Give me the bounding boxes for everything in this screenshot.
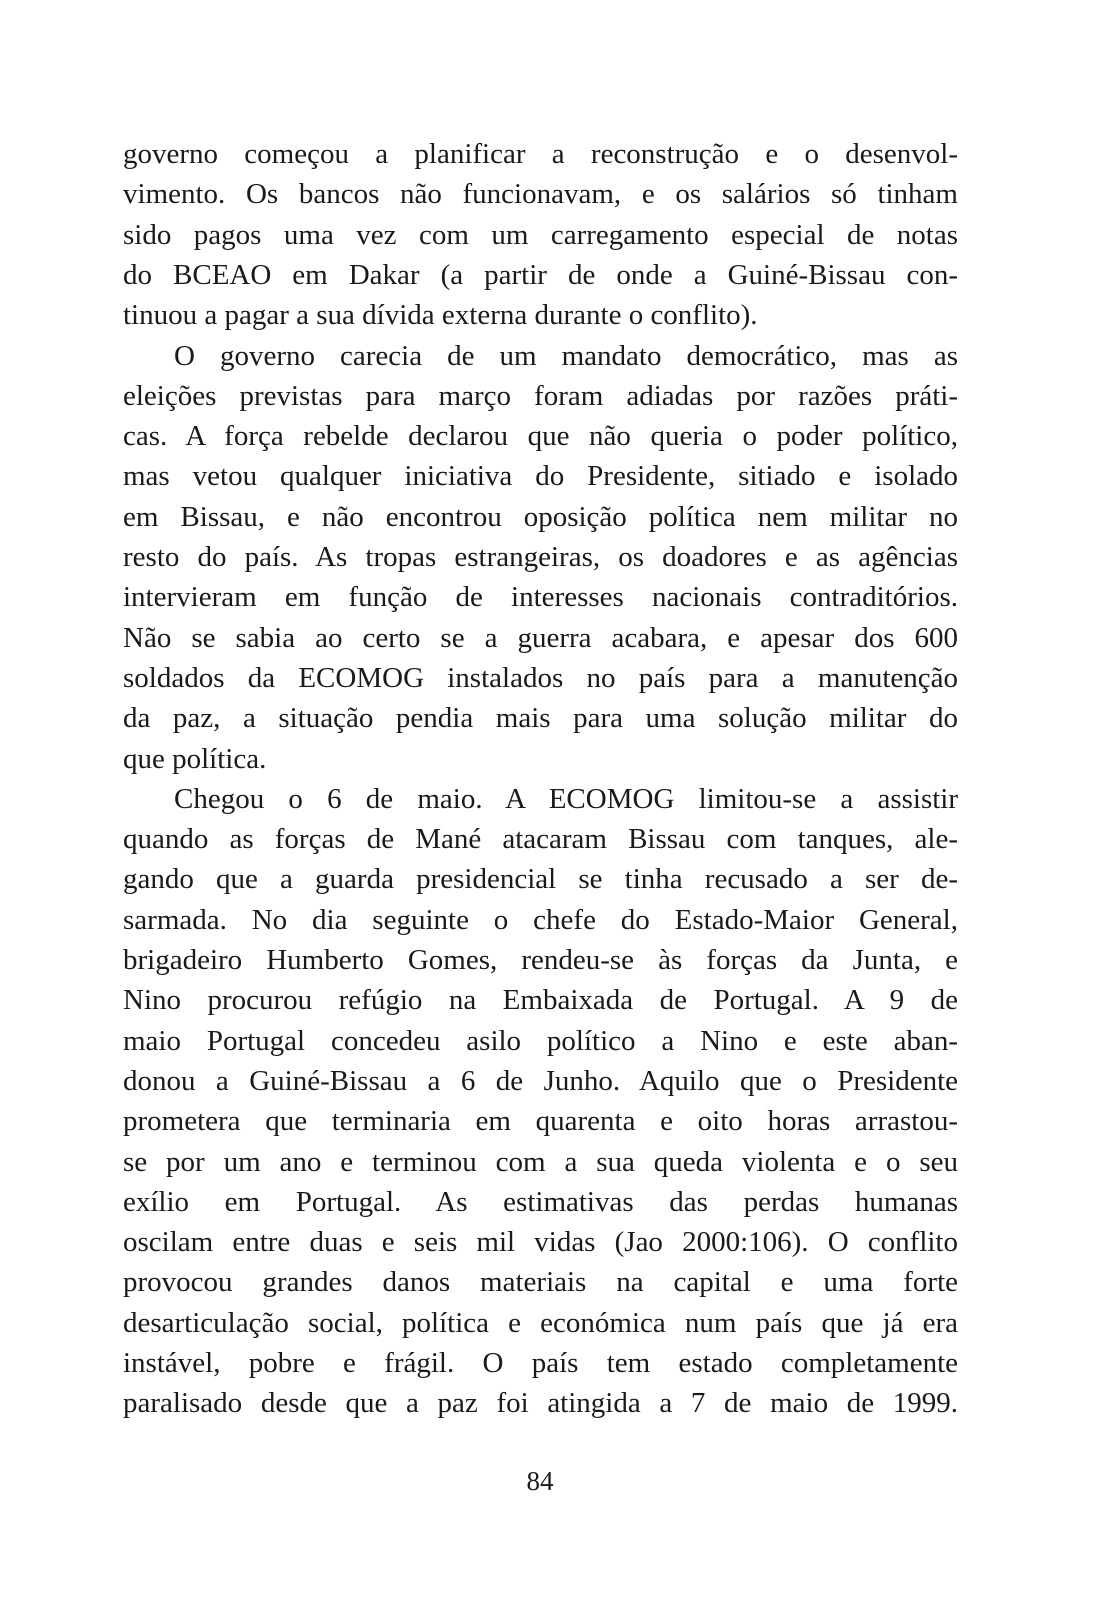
text-line: sarmada. No dia seguinte o chefe do Estado-Maior General,	[123, 903, 958, 936]
text-line: soldados da ECOMOG instalados no país para a manutenção	[123, 661, 958, 694]
text-line: O governo carecia de um mandato democrático, mas as	[174, 339, 958, 372]
text-line: maio Portugal concedeu asilo político a Nino e este aban-	[123, 1024, 958, 1057]
text-line: paralisado desde que a paz foi atingida a 7 de maio de 1999.	[123, 1387, 958, 1420]
text-line: mas vetou qualquer iniciativa do Presidente, sitiado e isolado	[123, 460, 958, 493]
text-line: Não se sabia ao certo se a guerra acabara, e apesar dos 600	[123, 621, 958, 654]
text-line: vimento. Os bancos não funcionavam, e os salários só tinham	[123, 178, 958, 211]
text-line: gando que a guarda presidencial se tinha recusado a ser de-	[123, 863, 958, 896]
text-line: intervieram em função de interesses nacionais contraditórios.	[123, 581, 958, 614]
text-line: exílio em Portugal. As estimativas das perdas humanas	[123, 1185, 958, 1218]
text-line: que política.	[123, 742, 267, 775]
text-line: tinuou a pagar a sua dívida externa durante o conflito).	[123, 299, 758, 332]
text-line: do BCEAO em Dakar (a partir de onde a Guiné-Bissau con-	[123, 258, 958, 291]
text-line: prometera que terminaria em quarenta e oito horas arrastou-	[123, 1105, 958, 1138]
text-line: sido pagos uma vez com um carregamento especial de notas	[123, 218, 958, 251]
text-line: quando as forças de Mané atacaram Bissau com tanques, ale-	[123, 823, 958, 856]
text-line: oscilam entre duas e seis mil vidas (Jao 2000:106). O conflito	[123, 1226, 958, 1259]
text-line: da paz, a situação pendia mais para uma solução militar do	[123, 702, 958, 735]
text-line: Nino procurou refúgio na Embaixada de Portugal. A 9 de	[123, 984, 958, 1017]
text-line: governo começou a planificar a reconstrução e o desenvol-	[123, 138, 958, 170]
text-line: provocou grandes danos materiais na capital e uma forte	[123, 1266, 958, 1299]
page-number: 84	[526, 1466, 554, 1496]
text-line: resto do país. As tropas estrangeiras, os doadores e as agências	[123, 541, 958, 573]
text-line: Chegou o 6 de maio. A ECOMOG limitou-se a assistir	[174, 782, 958, 815]
text-line: cas. A força rebelde declarou que não queria o poder político,	[123, 420, 958, 453]
text-line: se por um ano e terminou com a sua queda violenta e o seu	[123, 1145, 958, 1178]
text-line: desarticulação social, política e económica num país que já era	[123, 1306, 958, 1339]
text-line: eleições previstas para março foram adiadas por razões práti-	[123, 379, 958, 412]
text-line: brigadeiro Humberto Gomes, rendeu-se às forças da Junta, e	[123, 944, 958, 976]
text-line: instável, pobre e frágil. O país tem estado completamente	[123, 1347, 958, 1379]
text-line: donou a Guiné-Bissau a 6 de Junho. Aquilo que o Presidente	[123, 1064, 958, 1097]
text-line: em Bissau, e não encontrou oposição política nem militar no	[123, 500, 958, 533]
